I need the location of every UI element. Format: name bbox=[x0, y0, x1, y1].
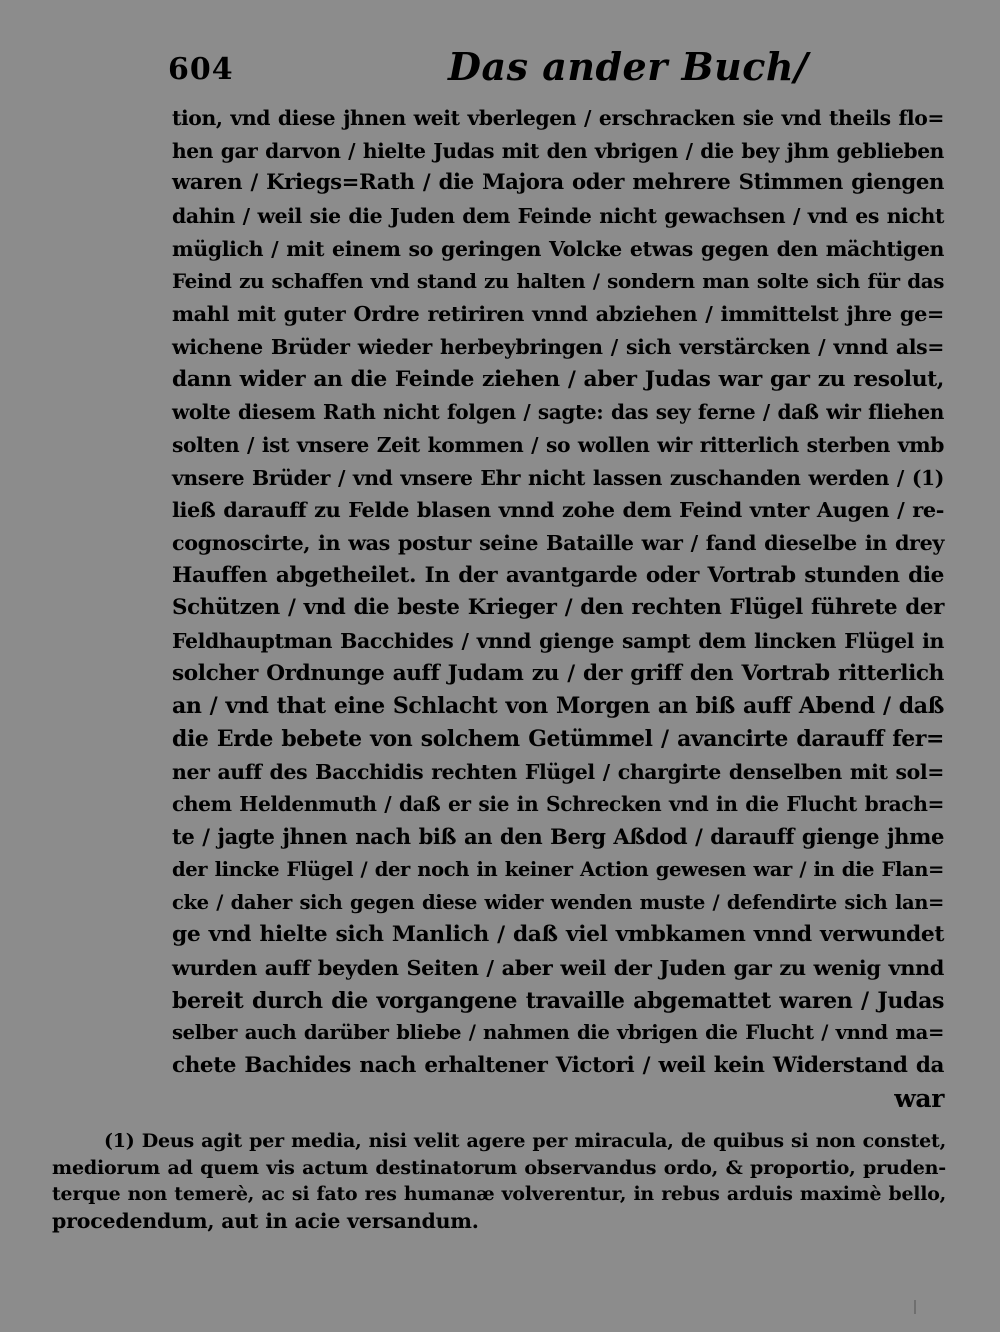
footnote-line: (1) Deus agit per media, nisi velit agere per miracula, de quibus si non constet, bbox=[104, 1130, 946, 1152]
page-number: 604 bbox=[168, 52, 234, 87]
footnote-line: terque non temerè, ac si fato res humanæ volverentur, in rebus arduis maximè bello, bbox=[52, 1183, 946, 1205]
text-line: wolte diesem Rath nicht folgen / sagte: das sey ferne / daß wir fliehen bbox=[172, 400, 944, 425]
text-line: ner auff des Bacchidis rechten Flügel / chargirte denselben mit sol= bbox=[172, 759, 944, 784]
text-line: wichene Brüder wieder herbeybringen / sich verstärcken / vnnd als= bbox=[172, 334, 944, 359]
running-head: Das ander Buch/ bbox=[448, 44, 809, 89]
text-line: selber auch darüber bliebe / nahmen die vbrigen die Flucht / vnnd ma= bbox=[172, 1021, 944, 1045]
text-line: an / vnd that eine Schlacht von Morgen an biß auff Abend / daß bbox=[172, 693, 944, 720]
text-line: dahin / weil sie die Juden dem Feinde nicht gewachsen / vnd es nicht bbox=[172, 204, 944, 229]
text-line: hen gar darvon / hielte Judas mit den vbrigen / die bey jhm geblieben bbox=[172, 138, 944, 163]
text-line: Feldhauptman Bacchides / vnnd gienge sampt dem lincken Flügel in bbox=[172, 629, 944, 653]
text-line: solten / ist vnsere Zeit kommen / so wollen wir ritterlich sterben vmb bbox=[172, 432, 944, 457]
footnote-line: mediorum ad quem vis actum destinatorum observandus ordo, & proportio, pruden- bbox=[52, 1156, 946, 1179]
print-speck bbox=[914, 1300, 916, 1314]
text-line: wurden auff beyden Seiten / aber weil der Juden gar zu wenig vnnd bbox=[172, 954, 944, 980]
text-line: ge vnd hielte sich Manlich / daß viel vmbkamen vnnd verwundet bbox=[172, 922, 944, 948]
text-line: waren / Kriegs=Rath / die Majora oder mehrere Stimmen giengen bbox=[172, 170, 944, 196]
text-line: Hauffen abgetheilet. In der avantgarde oder Vortrab stunden die bbox=[172, 562, 944, 588]
catchword: war bbox=[894, 1083, 944, 1113]
footnote-block bbox=[52, 1128, 946, 1234]
text-line: Schützen / vnd die beste Krieger / den rechten Flügel führete der bbox=[172, 595, 944, 621]
text-line: dann wider an die Feinde ziehen / aber Judas war gar zu resolut, bbox=[172, 366, 944, 392]
text-line: bereit durch die vorgangene travaille abgemattet waren / Judas bbox=[172, 987, 944, 1014]
text-line: te / jagte jhnen nach biß an den Berg Aßdod / darauff gienge jhme bbox=[172, 824, 944, 850]
text-line: ließ darauff zu Felde blasen vnnd zohe dem Feind vnter Augen / re- bbox=[172, 497, 944, 523]
text-line: cke / daher sich gegen diese wider wenden muste / defendirte sich lan= bbox=[172, 890, 944, 914]
text-line: Feind zu schaffen vnd stand zu halten / sondern man solte sich für das bbox=[172, 269, 944, 294]
text-line: chem Heldenmuth / daß er sie in Schrecken vnd in die Flucht brach= bbox=[172, 792, 944, 817]
text-line: müglich / mit einem so geringen Volcke etwas gegen den mächtigen bbox=[172, 236, 944, 261]
text-line: mahl mit guter Ordre retiriren vnnd abziehen / immittelst jhre ge= bbox=[172, 301, 944, 327]
text-line: vnsere Brüder / vnd vnsere Ehr nicht lassen zuschanden werden / (1) bbox=[172, 465, 944, 490]
text-line: solcher Ordnunge auff Judam zu / der griff den Vortrab ritterlich bbox=[172, 660, 944, 686]
text-line: der lincke Flügel / der noch in keiner Action gewesen war / in die Flan= bbox=[172, 857, 944, 881]
main-text-block bbox=[172, 102, 944, 1115]
text-line: cognoscirte, in was postur seine Bataille war / fand dieselbe in drey bbox=[172, 530, 944, 555]
text-line: die Erde bebete von solchem Getümmel / avancirte darauff fer= bbox=[172, 726, 944, 753]
footnote-line: procedendum, aut in acie versandum. bbox=[52, 1208, 479, 1233]
text-line: tion, vnd diese jhnen weit vberlegen / erschracken sie vnd theils flo= bbox=[172, 106, 944, 130]
text-line: chete Bachides nach erhaltener Victori / weil kein Widerstand da bbox=[172, 1052, 944, 1078]
